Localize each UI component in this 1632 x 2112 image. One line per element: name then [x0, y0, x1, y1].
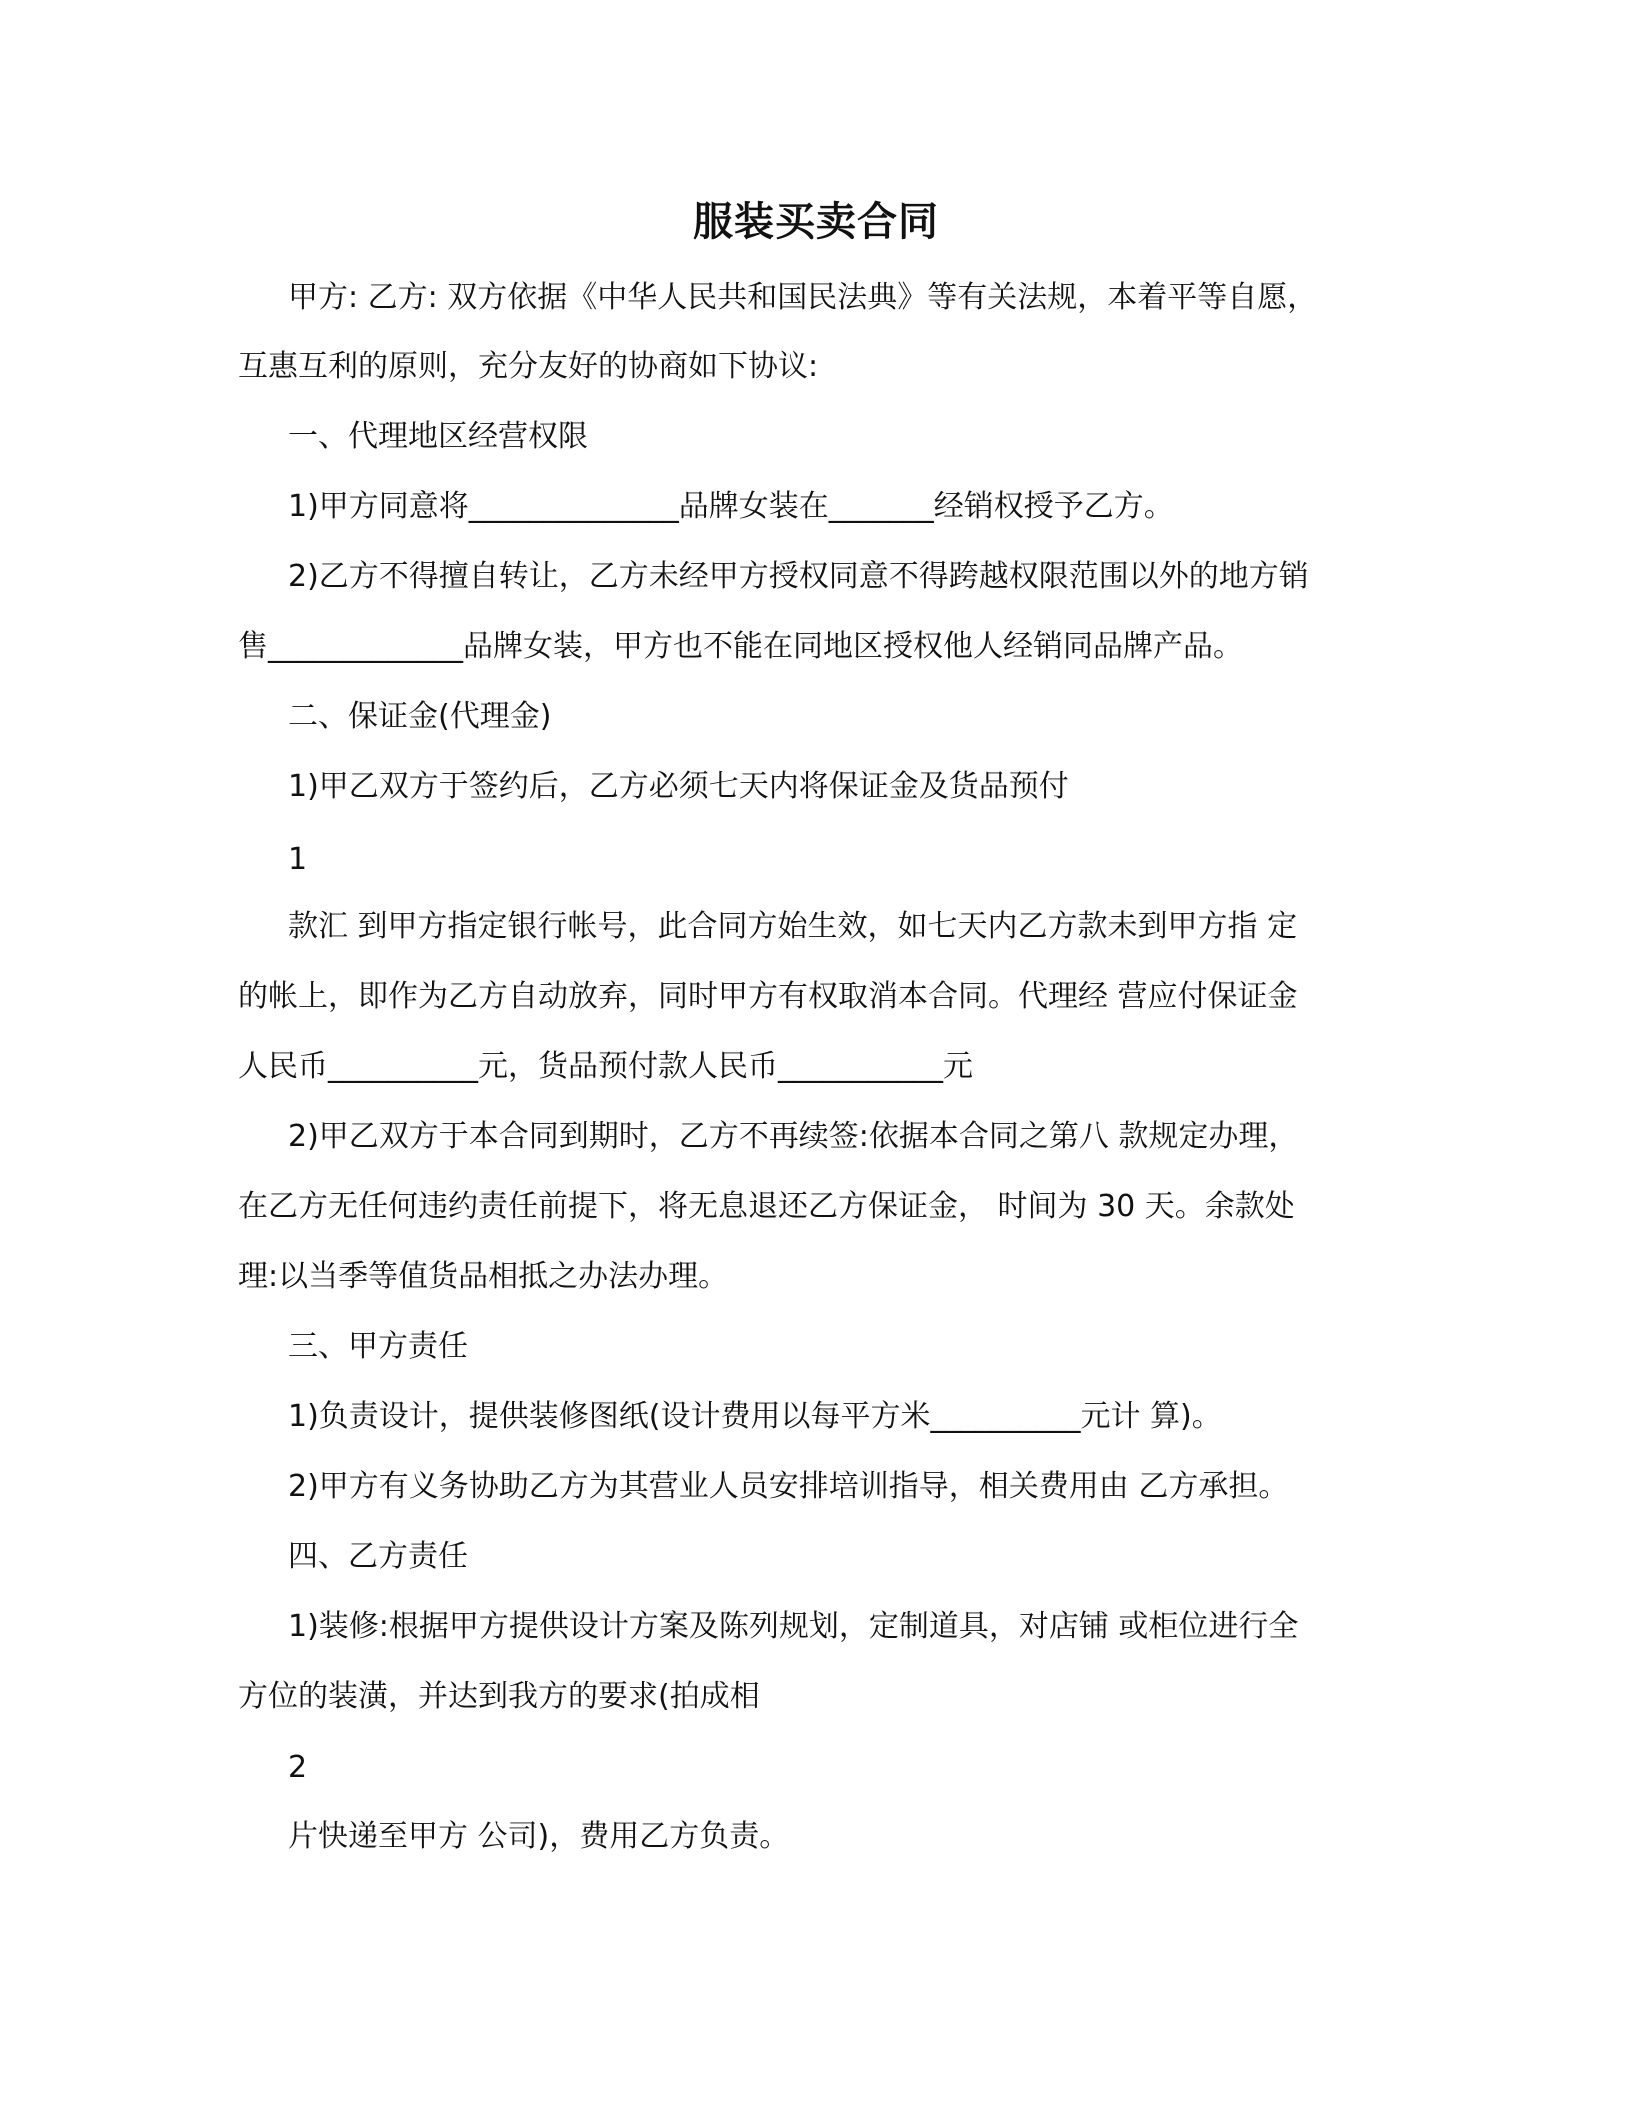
preamble-line-1: 甲方: 乙方: 双方依据《中华人民共和国民法典》等有关法规，本着平等自愿， [288, 280, 1318, 315]
clause-2-2-line-1: 2)甲乙双方于本合同到期时，乙方不再续签:依据本合同之第八 款规定办理， [288, 1119, 1299, 1154]
section-heading-4: 四、乙方责任 [288, 1539, 468, 1574]
clause-4-1-line-2: 方位的装潢，并达到我方的要求(拍成相 [238, 1679, 760, 1714]
clause-2-1-line-1: 1)甲乙双方于签约后，乙方必须七天内将保证金及货品预付 [288, 769, 1069, 804]
clause-2-1-line-3: 的帐上，即作为乙方自动放弃，同时甲方有权取消本合同。代理经 营应付保证金 [238, 979, 1298, 1014]
section-heading-3: 三、甲方责任 [288, 1329, 468, 1364]
clause-2-2-line-3: 理:以当季等值货品相抵之办法办理。 [238, 1259, 729, 1294]
clause-2-1-line-4: 人民币__________元，货品预付款人民币___________元 [238, 1049, 973, 1084]
page-number-2: 2 [288, 1750, 308, 1785]
clause-2-1-line-2: 款汇 到甲方指定银行帐号，此合同方始生效，如七天内乙方款未到甲方指 定 [288, 909, 1298, 944]
clause-1-2-line-1: 2)乙方不得擅自转让，乙方未经甲方授权同意不得跨越权限范围以外的地方销 [288, 559, 1309, 594]
section-heading-1: 一、代理地区经营权限 [288, 419, 588, 454]
document-title: 服装买卖合同 [693, 199, 939, 245]
clause-3-1: 1)负责设计，提供装修图纸(设计费用以每平方米__________元计 算)。 [288, 1399, 1222, 1434]
preamble-line-2: 互惠互利的原则，充分友好的协商如下协议: [238, 349, 819, 384]
page-number-1: 1 [288, 842, 308, 877]
clause-2-2-line-2: 在乙方无任何违约责任前提下，将无息退还乙方保证金， 时间为 30 天。余款处 [238, 1189, 1295, 1224]
clause-1-2-line-2: 售_____________品牌女装，甲方也不能在同地区授权他人经销同品牌产品。 [238, 629, 1243, 664]
clause-3-2: 2)甲方有义务协助乙方为其营业人员安排培训指导，相关费用由 乙方承担。 [288, 1469, 1289, 1504]
section-heading-2: 二、保证金(代理金) [288, 699, 552, 734]
clause-4-1-line-3: 片快递至甲方 公司)，费用乙方负责。 [288, 1819, 790, 1854]
clause-1-1: 1)甲方同意将______________品牌女装在_______经销权授予乙方。 [288, 489, 1174, 524]
clause-4-1-line-1: 1)装修:根据甲方提供设计方案及陈列规划，定制道具，对店铺 或柜位进行全 [288, 1609, 1299, 1644]
